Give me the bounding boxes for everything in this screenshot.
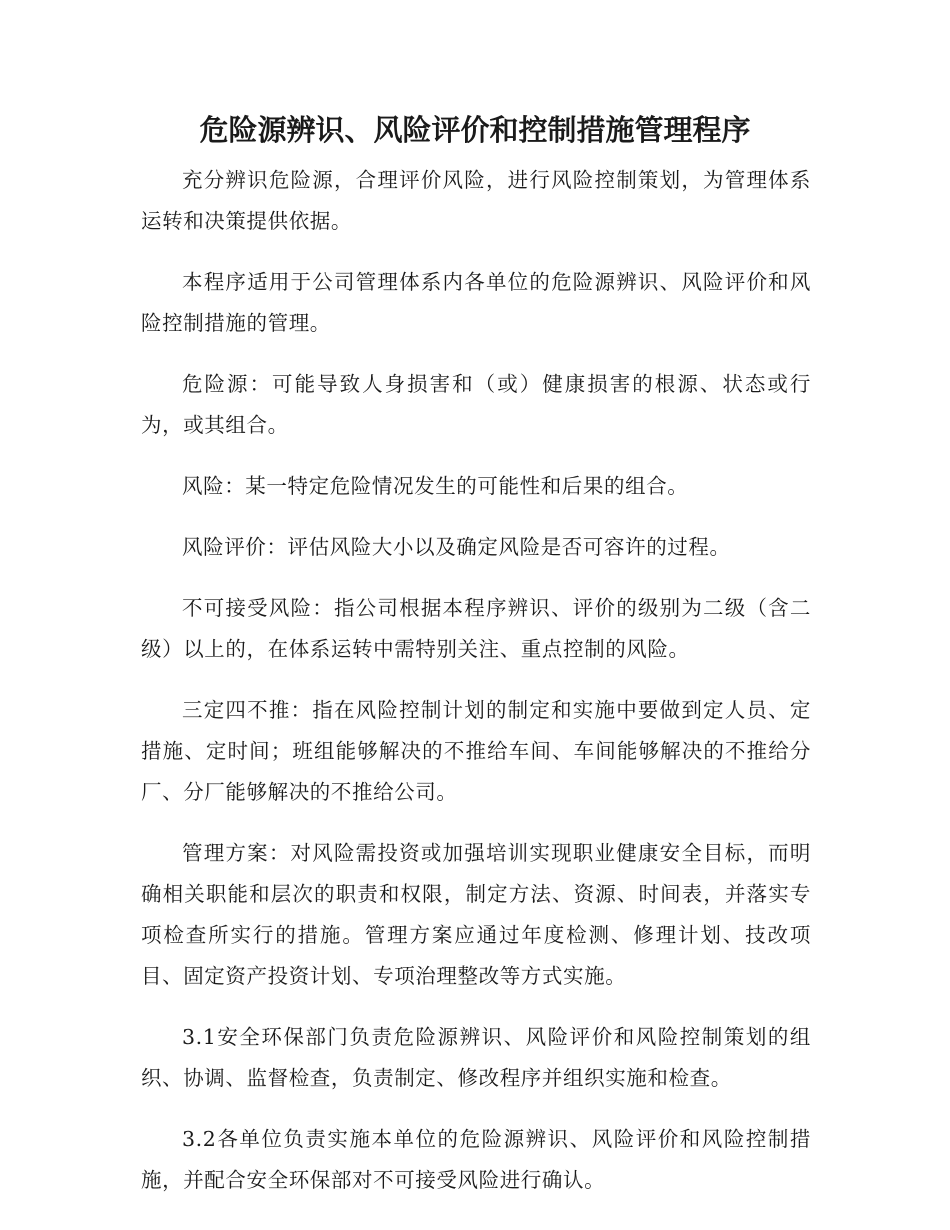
paragraph-definition-three-four: 三定四不推：指在风险控制计划的制定和实施中要做到定人员、定措施、定时间；班组能够解决的不推给车间、车间能够解决的不推给分厂、分厂能够解决的不推给公司。 xyxy=(141,698,811,804)
document-title: 危险源辨识、风险评价和控制措施管理程序 xyxy=(199,113,751,147)
paragraph-responsibility-3-2: 3.2各单位负责实施本单位的危险源辨识、风险评价和风险控制措施，并配合安全环保部对不可接受风险进行确认。 xyxy=(141,1127,811,1192)
paragraph-definition-risk-assessment: 风险评价：评估风险大小以及确定风险是否可容许的过程。 xyxy=(182,535,731,559)
paragraph-scope: 本程序适用于公司管理体系内各单位的危险源辨识、风险评价和风险控制措施的管理。 xyxy=(141,270,811,335)
paragraph-responsibility-3-1: 3.1安全环保部门负责危险源辨识、风险评价和风险控制策划的组织、协调、监督检查，负责制定、修改程序并组织实施和检查。 xyxy=(141,1025,811,1090)
document-body xyxy=(141,160,811,1221)
paragraph-definition-hazard: 危险源：可能导致人身损害和（或）健康损害的根源、状态或行为，或其组合。 xyxy=(141,372,811,437)
paragraph-purpose: 充分辨识危险源，合理评价风险，进行风险控制策划，为管理体系运转和决策提供依据。 xyxy=(141,168,811,233)
paragraph-definition-management-plan: 管理方案：对风险需投资或加强培训实现职业健康安全目标，而明确相关职能和层次的职责和权限，制定方法、资源、时间表，并落实专项检查所实行的措施。管理方案应通过年度检测、修理计划、技改项目、固定资产投资计划、专项治理整改等方式实施。 xyxy=(141,841,811,988)
paragraph-definition-risk: 风险：某一特定危险情况发生的可能性和后果的组合。 xyxy=(182,474,689,498)
paragraph-definition-unacceptable-risk: 不可接受风险：指公司根据本程序辨识、评价的级别为二级（含二级）以上的，在体系运转中需特别关注、重点控制的风险。 xyxy=(141,596,811,661)
